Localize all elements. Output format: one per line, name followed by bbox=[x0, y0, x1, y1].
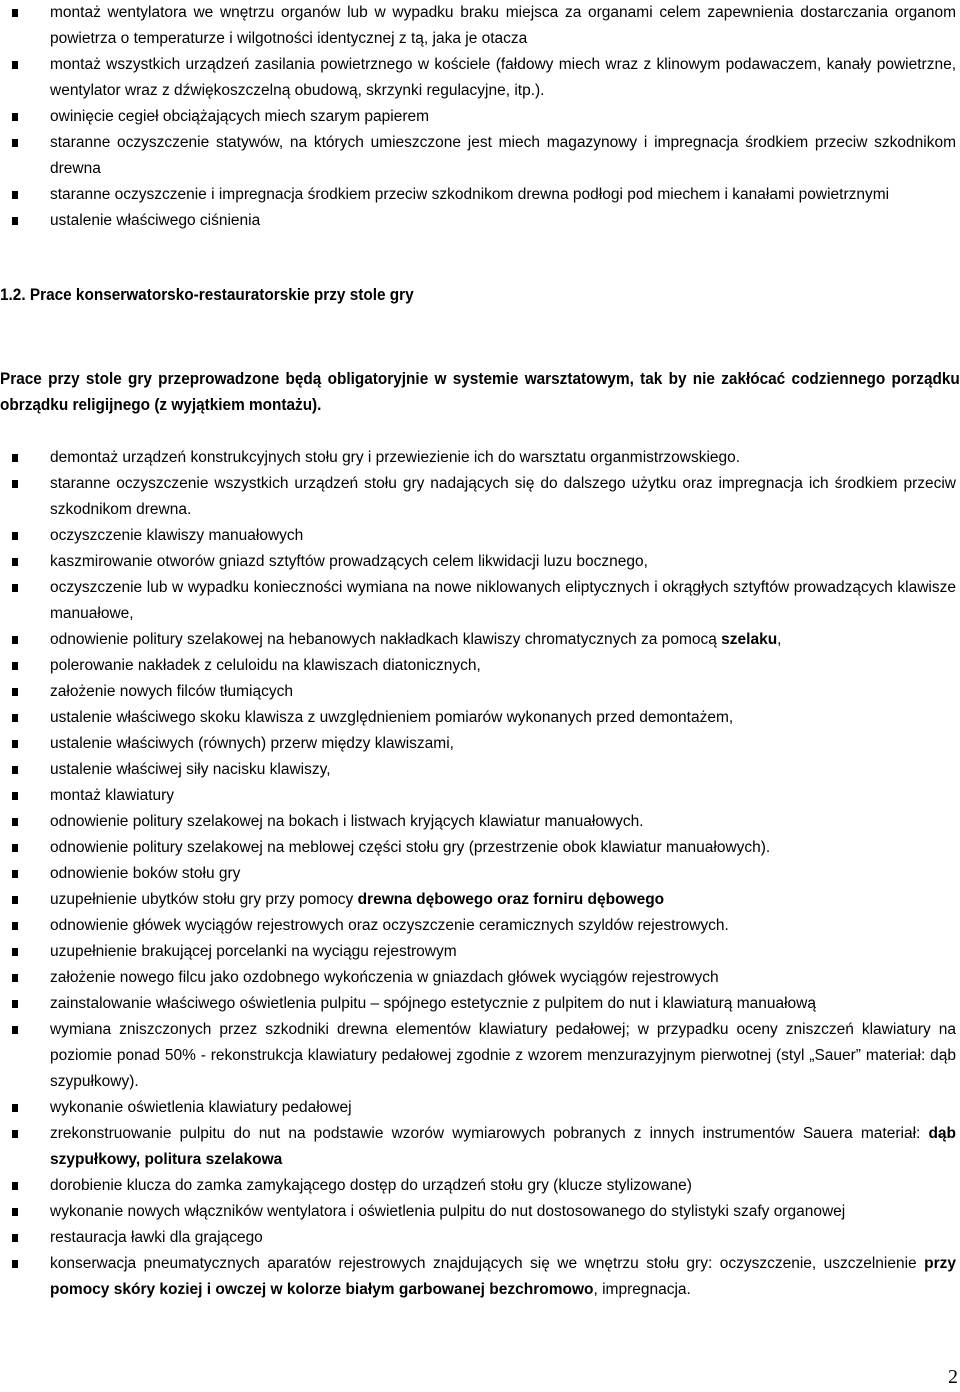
square-bullet-icon bbox=[12, 974, 18, 982]
list-item-text: założenie nowego filcu jako ozdobnego wykończenia w gniazdach główek wyciągów rejestrowych bbox=[50, 969, 719, 986]
square-bullet-icon bbox=[12, 217, 18, 225]
square-bullet-icon bbox=[12, 922, 18, 930]
list-item-text: ustalenie właściwych (równych) przerw między klawiszami, bbox=[50, 735, 454, 752]
square-bullet-icon bbox=[12, 1182, 18, 1190]
list-item-text: odnowienie politury szelakowej na meblowej części stołu gry (przestrzenie obok klawiatur manuałowych). bbox=[50, 839, 771, 856]
square-bullet-icon bbox=[12, 636, 18, 644]
list-item bbox=[0, 575, 960, 627]
list-item-text: zrekonstruowanie pulpitu do nut na podstawie wzorów wymiarowych pobranych z innych instrumentów Sauera materiał: bbox=[50, 1125, 929, 1142]
list-item-text: ustalenie właściwego ciśnienia bbox=[50, 212, 261, 229]
list-item-text: uzupełnienie ubytków stołu gry przy pomocy bbox=[50, 891, 358, 908]
square-bullet-icon bbox=[12, 792, 18, 800]
intro-paragraph: Prace przy stole gry przeprowadzone będą obligatoryjnie w systemie warsztatowym, tak by nie zakłócać codziennego porządku obrządku religijnego (z wyjątkiem montażu). bbox=[0, 370, 960, 414]
list-item-text: przy pomocy skóry koziej i owczej w kolorze białym garbowanej bezchromowo bbox=[50, 1255, 956, 1298]
list-item bbox=[0, 757, 960, 783]
bullet-list-console-works bbox=[0, 445, 960, 1303]
list-item-text: , bbox=[777, 631, 782, 648]
list-item-text: dorobienie klucza do zamka zamykającego dostęp do urządzeń stołu gry (klucze stylizowane) bbox=[50, 1177, 692, 1194]
list-item bbox=[0, 627, 960, 653]
square-bullet-icon bbox=[12, 1208, 18, 1216]
square-bullet-icon bbox=[12, 818, 18, 826]
square-bullet-icon bbox=[12, 480, 18, 488]
square-bullet-icon bbox=[12, 9, 18, 17]
list-item-text: montaż wentylatora we wnętrzu organów lub w wypadku braku miejsca za organami celem zapewnienia dostarczania organom powietrza o temperaturze i wilgotności identycznej z tą, jaka je otacza bbox=[50, 4, 956, 47]
square-bullet-icon bbox=[12, 948, 18, 956]
list-item bbox=[0, 549, 960, 575]
list-item bbox=[0, 679, 960, 705]
square-bullet-icon bbox=[12, 1130, 18, 1138]
square-bullet-icon bbox=[12, 1234, 18, 1242]
list-item bbox=[0, 445, 960, 471]
list-item bbox=[0, 913, 960, 939]
list-item-text: staranne oczyszczenie wszystkich urządzeń stołu gry nadających się do dalszego użytku oraz impregnacja ich środkiem przeciw szkodnikom drewna. bbox=[50, 475, 956, 518]
bullet-list-air-supply bbox=[0, 0, 960, 234]
square-bullet-icon bbox=[12, 870, 18, 878]
list-item-text: owinięcie cegieł obciążających miech szarym papierem bbox=[50, 108, 430, 125]
list-item bbox=[0, 835, 960, 861]
square-bullet-icon bbox=[12, 191, 18, 199]
list-item bbox=[0, 1251, 960, 1303]
square-bullet-icon bbox=[12, 61, 18, 69]
list-item bbox=[0, 1095, 960, 1121]
square-bullet-icon bbox=[12, 454, 18, 462]
list-item bbox=[0, 52, 960, 104]
list-item-text: drewna dębowego oraz forniru dębowego bbox=[357, 891, 665, 908]
list-item bbox=[0, 653, 960, 679]
list-item-text: demontaż urządzeń konstrukcyjnych stołu gry i przewiezienie ich do warsztatu organmistrzowskiego. bbox=[50, 449, 741, 466]
square-bullet-icon bbox=[12, 1000, 18, 1008]
list-item bbox=[0, 939, 960, 965]
square-bullet-icon bbox=[12, 113, 18, 121]
square-bullet-icon bbox=[12, 1260, 18, 1268]
list-item bbox=[0, 1017, 960, 1095]
section-heading: 1.2. Prace konserwatorsko-restauratorskie przy stole gry bbox=[0, 286, 414, 304]
list-item-text: ustalenie właściwej siły nacisku klawiszy, bbox=[50, 761, 331, 778]
list-item-text: ustalenie właściwego skoku klawisza z uwzględnieniem pomiarów wykonanych przed demontażem, bbox=[50, 709, 734, 726]
page-number: 2 bbox=[948, 1366, 958, 1388]
square-bullet-icon bbox=[12, 714, 18, 722]
square-bullet-icon bbox=[12, 139, 18, 147]
list-item bbox=[0, 0, 960, 52]
list-item-text: wykonanie nowych włączników wentylatora i oświetlenia pulpitu do nut dostosowanego do stylistyki szafy organowej bbox=[50, 1203, 846, 1220]
square-bullet-icon bbox=[12, 662, 18, 670]
list-item bbox=[0, 130, 960, 182]
list-item-text: konserwacja pneumatycznych aparatów rejestrowych znajdujących się we wnętrzu stołu gry: oczyszczenie, uszczelnienie bbox=[50, 1255, 925, 1272]
square-bullet-icon bbox=[12, 1026, 18, 1034]
list-item bbox=[0, 471, 960, 523]
list-item bbox=[0, 1225, 960, 1251]
list-item-text: restauracja ławki dla grającego bbox=[50, 1229, 263, 1246]
list-item bbox=[0, 1199, 960, 1225]
list-item-text: , impregnacja. bbox=[593, 1281, 691, 1298]
list-item bbox=[0, 1173, 960, 1199]
list-item-text: wymiana zniszczonych przez szkodniki drewna elementów klawiatury pedałowej; w przypadku oceny zniszczeń klawiatury na poziomie ponad 50% - rekonstrukcja klawiatury pedałowej zgodnie z wzorem menzurazyjnym pierwotnej (styl „Sauer” materiał: dąb szypułkowy). bbox=[50, 1021, 956, 1090]
list-item-text: odnowienie boków stołu gry bbox=[50, 865, 241, 882]
list-item-text: uzupełnienie brakującej porcelanki na wyciągu rejestrowym bbox=[50, 943, 457, 960]
square-bullet-icon bbox=[12, 558, 18, 566]
list-item-text: odnowienie politury szelakowej na bokach i listwach kryjących klawiatur manuałowych. bbox=[50, 813, 644, 830]
square-bullet-icon bbox=[12, 766, 18, 774]
list-item bbox=[0, 783, 960, 809]
list-item bbox=[0, 523, 960, 549]
list-item-text: odnowienie politury szelakowej na hebanowych nakładkach klawiszy chromatycznych za pomocą bbox=[50, 631, 722, 648]
list-item bbox=[0, 809, 960, 835]
square-bullet-icon bbox=[12, 844, 18, 852]
square-bullet-icon bbox=[12, 532, 18, 540]
square-bullet-icon bbox=[12, 896, 18, 904]
list-item-text: oczyszczenie klawiszy manuałowych bbox=[50, 527, 304, 544]
list-item bbox=[0, 705, 960, 731]
list-item-text: wykonanie oświetlenia klawiatury pedałowej bbox=[50, 1099, 352, 1116]
list-item-text: dąb szypułkowy, politura szelakowa bbox=[50, 1125, 956, 1168]
square-bullet-icon bbox=[12, 1104, 18, 1112]
list-item bbox=[0, 861, 960, 887]
list-item-text: staranne oczyszczenie statywów, na których umieszczone jest miech magazynowy i impregnacja środkiem przeciw szkodnikom drewna bbox=[50, 134, 956, 177]
square-bullet-icon bbox=[12, 688, 18, 696]
list-item-text: kaszmirowanie otworów gniazd sztyftów prowadzących celem likwidacji luzu bocznego, bbox=[50, 553, 648, 570]
list-item bbox=[0, 965, 960, 991]
list-item-text: polerowanie nakładek z celuloidu na klawiszach diatonicznych, bbox=[50, 657, 481, 674]
list-item bbox=[0, 887, 960, 913]
square-bullet-icon bbox=[12, 740, 18, 748]
list-item bbox=[0, 991, 960, 1017]
list-item-text: staranne oczyszczenie i impregnacja środkiem przeciw szkodnikom drewna podłogi pod miechem i kanałami powietrznymi bbox=[50, 186, 890, 203]
list-item-text: montaż klawiatury bbox=[50, 787, 175, 804]
list-item-text: montaż wszystkich urządzeń zasilania powietrznego w kościele (fałdowy miech wraz z klinowym podawaczem, kanały powietrzne, wentylator wraz z dźwiękoszczelną obudową, skrzynki regulacyjne, itp.). bbox=[50, 56, 956, 99]
list-item-text: zainstalowanie właściwego oświetlenia pulpitu – spójnego estetycznie z pulpitem do nut i klawiaturą manuałową bbox=[50, 995, 816, 1012]
list-item bbox=[0, 104, 960, 130]
list-item bbox=[0, 1121, 960, 1173]
list-item bbox=[0, 208, 960, 234]
list-item bbox=[0, 731, 960, 757]
list-item bbox=[0, 182, 960, 208]
list-item-text: odnowienie główek wyciągów rejestrowych oraz oczyszczenie ceramicznych szyldów rejestrowych. bbox=[50, 917, 729, 934]
list-item-text: szelaku bbox=[721, 631, 778, 648]
square-bullet-icon bbox=[12, 584, 18, 592]
list-item-text: oczyszczenie lub w wypadku konieczności wymiana na nowe niklowanych eliptycznych i okrągłych sztyftów prowadzących klawisze manuałowe, bbox=[50, 579, 956, 622]
list-item-text: założenie nowych filców tłumiących bbox=[50, 683, 293, 700]
